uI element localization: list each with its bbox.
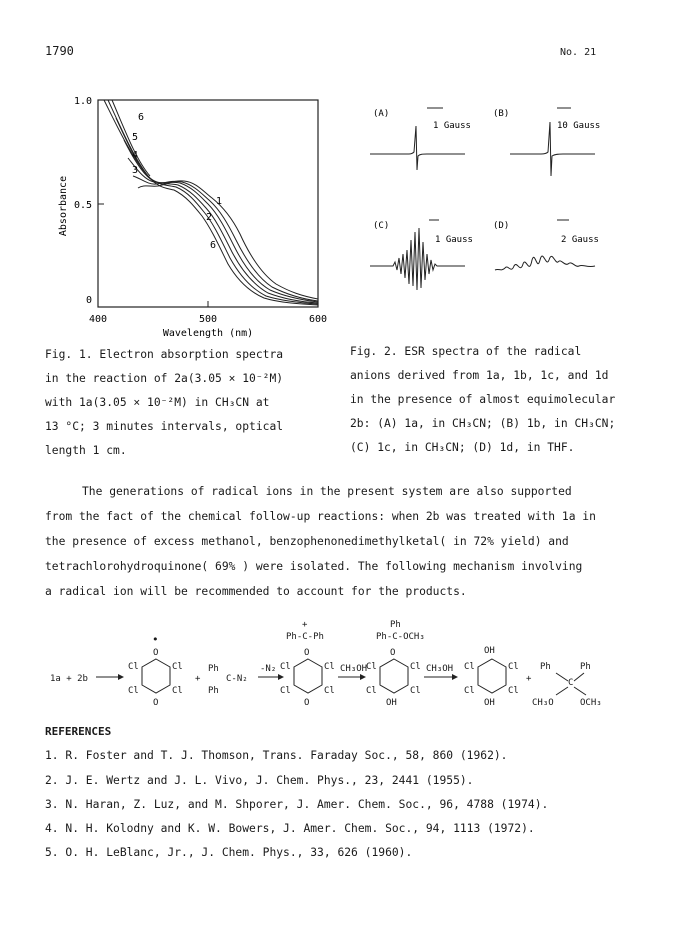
reference-item: 4. N. H. Kolodny and K. W. Bowers, J. Amer. Chem. Soc., 94, 1113 (1972). [45, 822, 535, 835]
fig1-curve-label-3: 3 [132, 165, 139, 176]
scheme-cation-top: Ph-C-Ph [286, 632, 324, 642]
fig1-xaxis-label: Wavelength (nm) [162, 328, 254, 338]
scheme-ring3-cl: Cl [410, 686, 421, 696]
fig1-curve-label-4: 4 [132, 150, 139, 161]
scheme-ch3o: CH₃O [532, 698, 554, 708]
scheme-ring-3 [380, 659, 408, 693]
figure-2-caption [350, 340, 670, 460]
reaction-scheme [40, 615, 640, 715]
scheme-ketal-ph: Ph [540, 662, 551, 672]
scheme-plus: + [526, 674, 532, 684]
scheme-ring-4 [478, 659, 506, 693]
fig2-caption-line: anions derived from 1a, 1b, 1c, and 1d [350, 369, 609, 382]
reference-item: 2. J. E. Wertz and J. L. Vivo, J. Chem. Phys., 23, 2441 (1955). [45, 774, 474, 787]
fig2-scale-label-d: 2 Gauss [561, 235, 599, 245]
scheme-ether-top: Ph-C-OCH₃ [376, 632, 425, 642]
fig1-curve-6 [108, 100, 318, 305]
fig1-curve-label-1: 1 [216, 196, 223, 207]
fig2-panel-tag-a: (A) [373, 109, 390, 119]
fig2-caption-line: Fig. 2. ESR spectra of the radical [350, 345, 582, 358]
fig1-curves [104, 100, 318, 305]
scheme-ring3-cl: Cl [366, 662, 377, 672]
scheme-ring2-cl: Cl [324, 662, 335, 672]
fig2-caption-line: 2b: (A) 1a, in CH₃CN; (B) 1b, in CH₃CN; [350, 417, 616, 430]
body-text-line: the presence of excess methanol, benzophenonedimethylketal( in 72% yield) and [45, 535, 569, 548]
scheme-ring-1 [142, 659, 170, 693]
fig1-xtick-label: 600 [308, 314, 328, 325]
scheme-ring2-o: O [304, 648, 310, 658]
scheme-plus: + [302, 620, 308, 630]
scheme-ring3-oh: OH [386, 698, 397, 708]
fig1-xtick-label: 500 [198, 314, 218, 325]
body-text-line: tetrachlorohydroquinone( 69% ) were isolated. The following mechanism involving [45, 560, 583, 573]
scheme-ring3-cl: Cl [366, 686, 377, 696]
scheme-ring1-o-top: O [153, 648, 159, 658]
scheme-ring4-cl: Cl [464, 662, 475, 672]
scheme-ring4-cl: Cl [464, 686, 475, 696]
scheme-ring2-cl: Cl [324, 686, 335, 696]
scheme-ring2-cl: Cl [280, 662, 291, 672]
fig2-scale-label-a: 1 Gauss [433, 121, 471, 131]
fig1-ytick-label: 0 [85, 295, 92, 306]
scheme-ring-2 [294, 659, 322, 693]
scheme-ketal-c: C [568, 678, 574, 688]
fig1-curve-1 [138, 181, 318, 299]
scheme-ketal-bond [556, 673, 568, 681]
scheme-och3: OCH₃ [580, 698, 602, 708]
scheme-arrowhead-2 [278, 674, 284, 680]
fig2-spectrum-d [495, 256, 595, 270]
scheme-diazo: C-N₂ [226, 674, 248, 684]
fig1-yaxis-label: Absorbance [58, 175, 69, 237]
body-text-line: a radical ion will be recommended to account for the products. [45, 585, 467, 598]
scheme-ring1-cl: Cl [172, 686, 183, 696]
body-text-line: The generations of radical ions in the present system are also supported [82, 485, 572, 498]
scheme-ring3-o: O [390, 648, 396, 658]
scheme-ring1-cl: Cl [172, 662, 183, 672]
scheme-ketal-bond [556, 687, 568, 695]
scheme-ring1-cl: Cl [128, 662, 139, 672]
fig1-ytick-label: 0.5 [73, 200, 92, 211]
scheme-ring1-cl: Cl [128, 686, 139, 696]
fig1-curve-label-6-lower: 6 [210, 240, 217, 251]
scheme-ketal-ph: Ph [580, 662, 591, 672]
scheme-ring1-o-bottom: O [153, 698, 159, 708]
scheme-ketal-bond [574, 673, 584, 681]
fig1-curve-5 [116, 118, 318, 304]
fig2-caption-line: (C) 1c, in CH₃CN; (D) 1d, in THF. [350, 441, 575, 454]
page-number: 1790 [45, 44, 74, 58]
fig2-spectrum-a [370, 126, 465, 170]
scheme-ketal-bond [574, 687, 586, 695]
fig1-caption-line: 13 °C; 3 minutes intervals, optical [45, 420, 284, 433]
scheme-plus: + [195, 674, 201, 684]
fig2-panel-tag-d: (D) [493, 221, 510, 231]
scheme-ch3oh: CH₃OH [426, 664, 454, 674]
figure-1-caption [45, 343, 325, 463]
fig1-ytick-label: 1.0 [73, 96, 92, 107]
fig1-caption-line: in the reaction of 2a(3.05 × 10⁻²M) [45, 372, 284, 385]
scheme-ch3oh: CH₃OH [340, 664, 368, 674]
fig2-scale-label-b: 10 Gauss [557, 121, 601, 131]
scheme-radical-dot: • [152, 633, 159, 646]
figure-2-esr-spectra [365, 100, 615, 290]
fig1-curve-label-2: 2 [206, 212, 213, 223]
reference-item: 5. O. H. LeBlanc, Jr., J. Chem. Phys., 33, 626 (1960). [45, 846, 413, 859]
fig1-curve-label-6: 6 [138, 112, 145, 123]
scheme-minus-n2: -N₂ [260, 664, 277, 674]
issue-number: No. 21 [560, 47, 597, 58]
reference-item: 3. N. Haran, Z. Luz, and M. Shporer, J. Amer. Chem. Soc., 96, 4788 (1974). [45, 798, 549, 811]
reference-item: 1. R. Foster and T. J. Thomson, Trans. Faraday Soc., 58, 860 (1962). [45, 749, 508, 762]
fig1-caption-line: length 1 cm. [45, 444, 127, 457]
fig1-caption-line: Fig. 1. Electron absorption spectra [45, 348, 284, 361]
scheme-ph: Ph [390, 620, 401, 630]
fig1-curve-label-5: 5 [132, 132, 139, 143]
scheme-reactants: 1a + 2b [50, 674, 88, 684]
fig2-scale-label-c: 1 Gauss [435, 235, 473, 245]
fig1-caption-line: with 1a(3.05 × 10⁻²M) in CH₃CN at [45, 396, 270, 409]
fig1-xtick-label: 400 [88, 314, 108, 325]
fig2-panel-tag-c: (C) [373, 221, 390, 231]
scheme-ring4-cl: Cl [508, 686, 519, 696]
scheme-arrowhead-3 [360, 674, 366, 680]
scheme-ph: Ph [208, 664, 219, 674]
scheme-arrowhead-4 [452, 674, 458, 680]
scheme-ring4-oh-top: OH [484, 646, 495, 656]
scheme-ring2-o-bottom: O [304, 698, 310, 708]
scheme-ring4-cl: Cl [508, 662, 519, 672]
fig1-curve-6b [112, 100, 150, 176]
figure-1-absorption-spectra [40, 88, 330, 338]
fig1-curve-3 [128, 158, 318, 302]
fig2-panel-tag-b: (B) [493, 109, 510, 119]
scheme-ring4-oh-bottom: OH [484, 698, 495, 708]
scheme-arrowhead-1 [118, 674, 124, 680]
references-heading: REFERENCES [45, 725, 112, 738]
fig2-caption-line: in the presence of almost equimolecular [350, 393, 616, 406]
scheme-ring2-cl: Cl [280, 686, 291, 696]
scheme-ring3-cl: Cl [410, 662, 421, 672]
body-text-line: from the fact of the chemical follow-up reactions: when 2b was treated with 1a in [45, 510, 596, 523]
scheme-ph: Ph [208, 686, 219, 696]
